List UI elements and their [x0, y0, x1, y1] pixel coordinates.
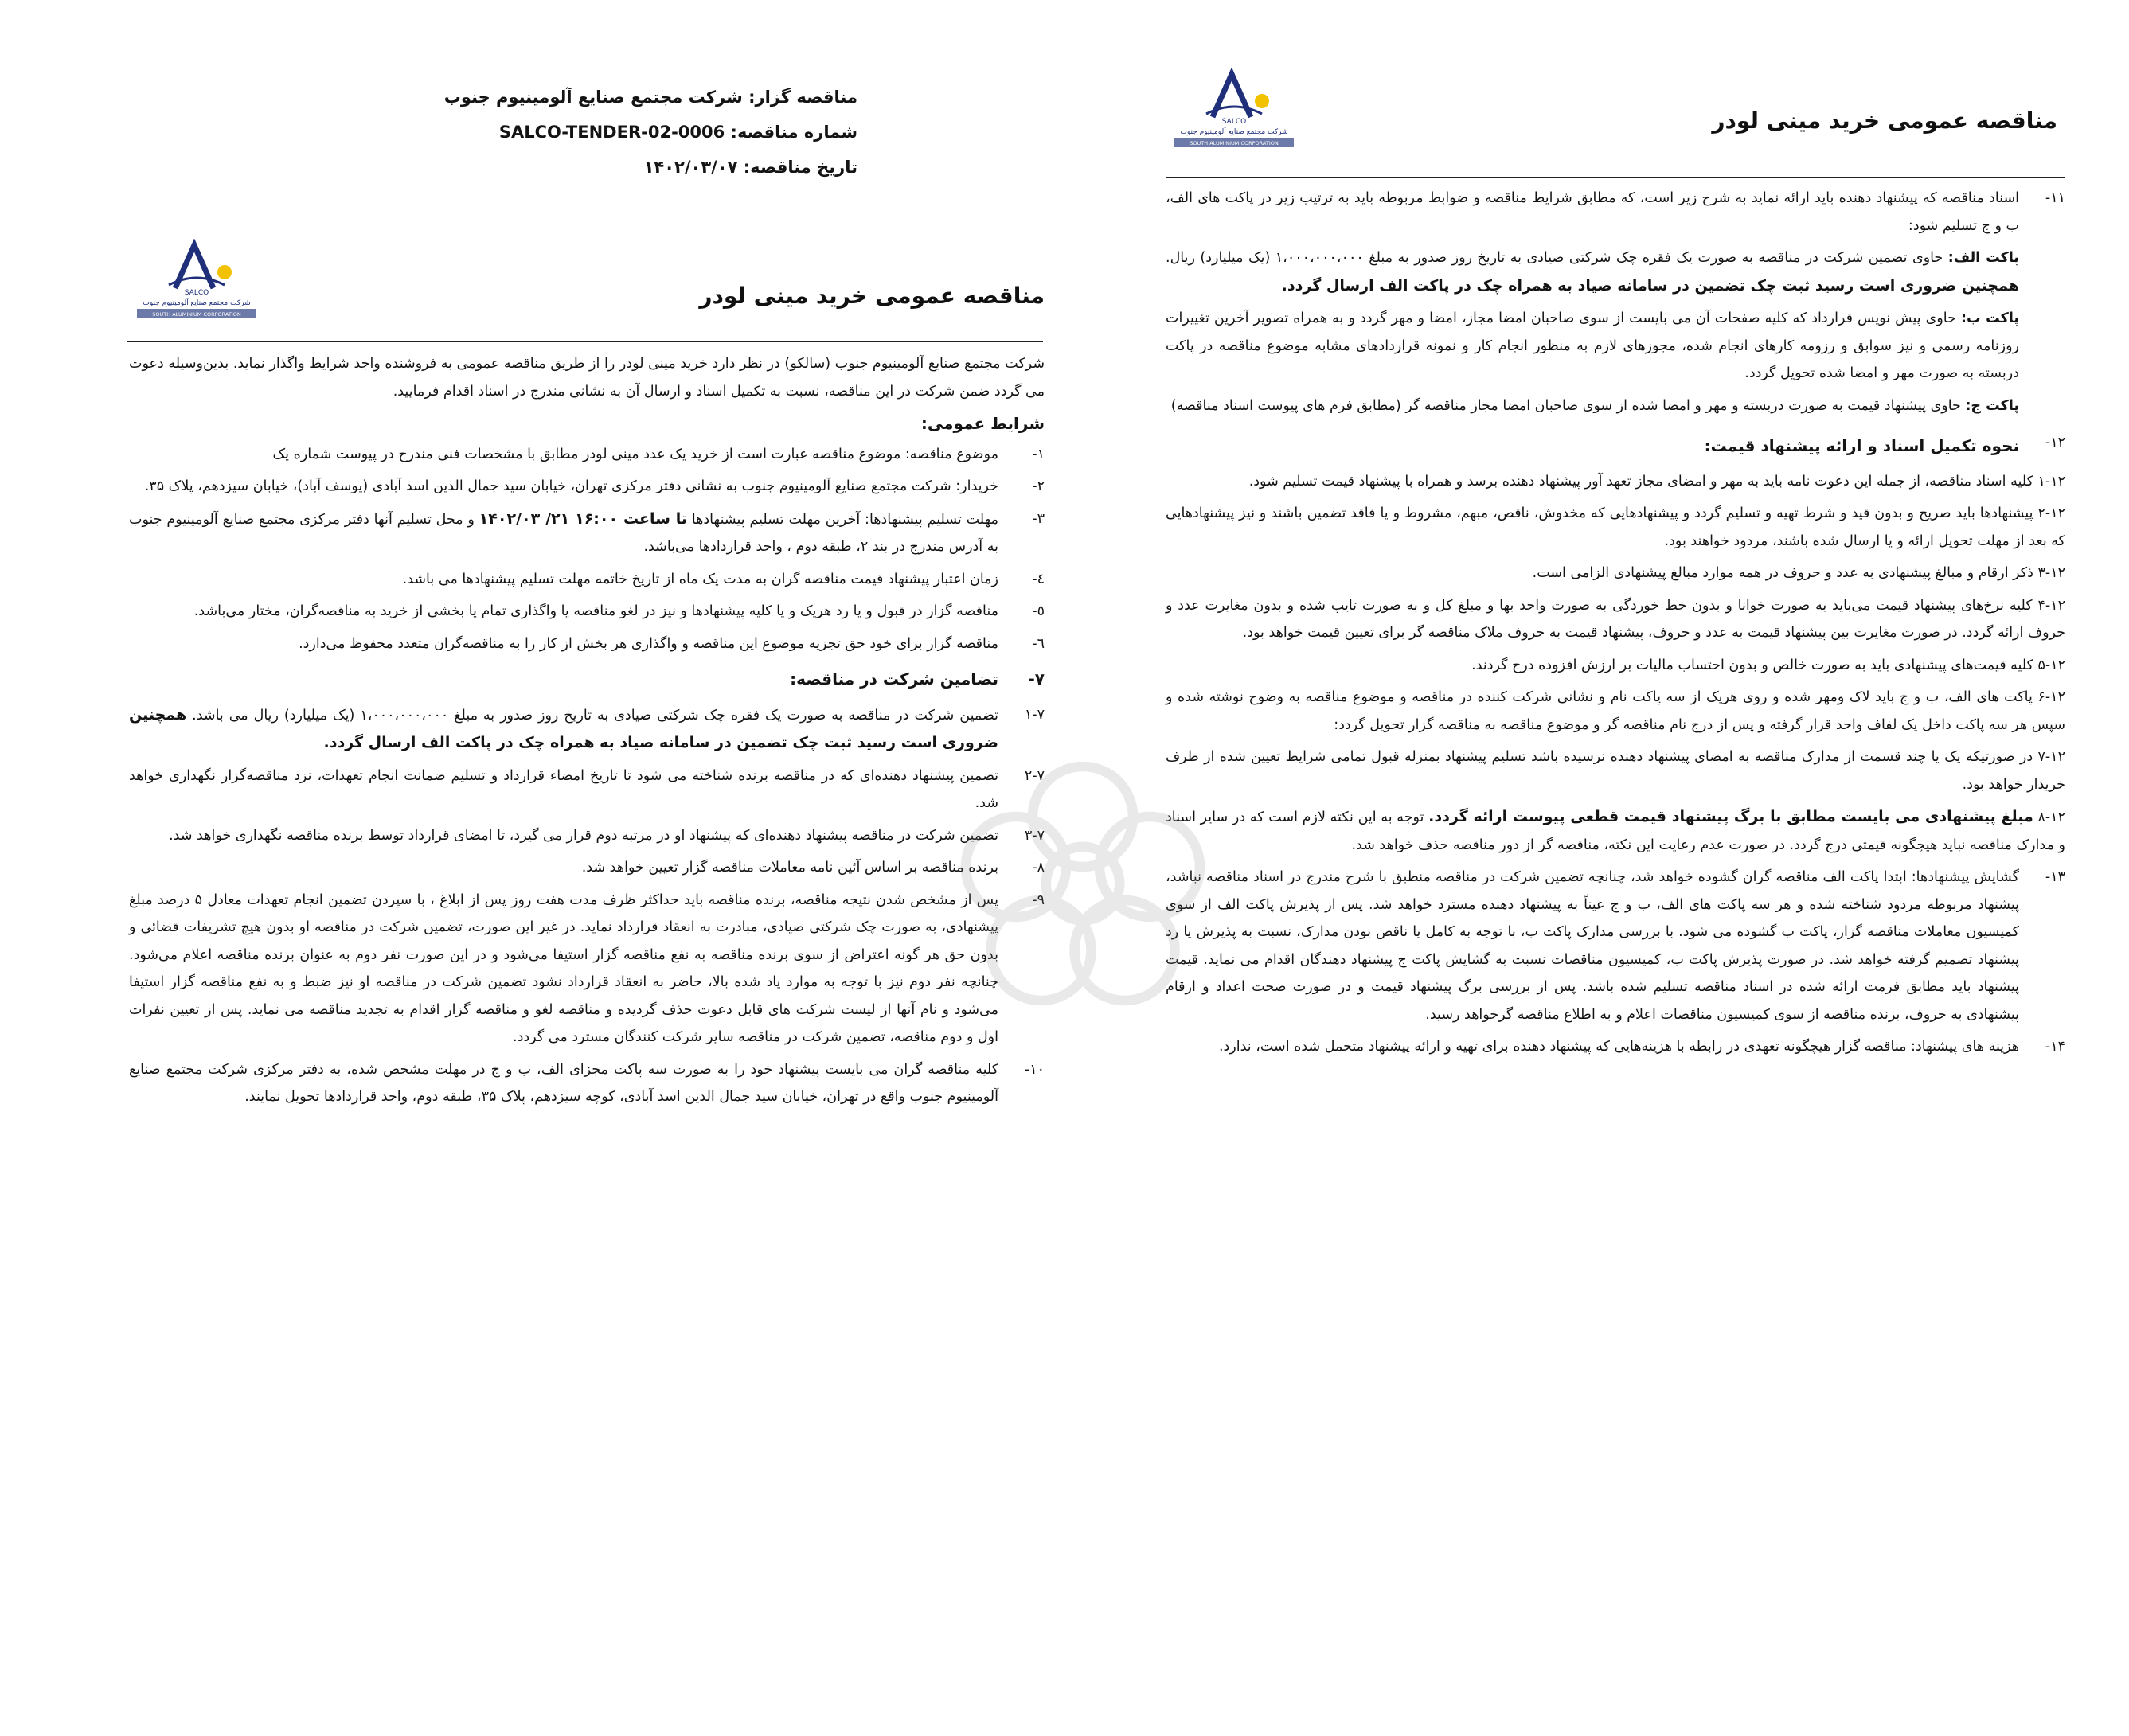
sub-text: پاکت های الف، ب و ج باید لاک ومهر شده و روی هریک از سه پاکت نام و نشانی شرکت کننده در مناقصه و موضوع مناقصه به وضوح نوشته شده و سپس هر سه پاکت داخل یک لفاف واحد قرار گرفته و پس از درج نام مناقصه گر و موضوع مناقصه به مناقصه گزار تحویل گردد:: [1166, 689, 2065, 733]
item-13-text: گشایش پیشنهادها: ابتدا پاکت الف مناقصه گران گشوده خواهد شد، چنانچه تضمین شرکت در مناقصه منطبق با شرح مندرج در اسناد مناقصه نباشد، پیشنهاد مربوطه مردود شناخته شده و هر سه پاکت های الف، ب و ج عیناً به پیشنهاد دهنده مسترد خواهد شد. پس از پذیرش پاکت الف از سوی کمیسیون معاملات مناقصه گزار، پاکت ب گشوده می شود. با بررسی مدارک پاکت ب، با توجه به کامل یا ناقص بودن مدارک، نسبت به پذیرش یا رد پیشنهاد تصمیم گرفته خواهد شد. در صورت پذیرش پاکت ب، کمیسیون مناقصات نسبت به گشایش پاکت ج پیشنهاد دهندگان اقدام می نماید. قیمت پیشنهاد باید مطابق فرمت ارائه شده در اسناد مناقصه تسلیم شده باشد. پس از بررسی برگ پیشنهاد قیمت و در صورت صحت اعداد و ارقام پیشنهادی به حروف، برنده مناقصه از سوی کمیسیون مناقصات اعلام و به اطلاع مناقصه گرخواهد رسید.: [1166, 869, 2019, 1023]
item-7: [129, 662, 1045, 696]
guarantee-heading: تضامین شرکت در مناقصه:: [790, 669, 998, 689]
item-9: [129, 887, 1045, 1051]
item-text: پس از مشخص شدن نتیجه مناقصه، برنده مناقصه باید حداکثر ظرف مدت هفت روز پس از ابلاغ ، با سپردن تضمین انجام تعهدات معادل ۵ درصد مبلغ پیشنهادی، به صورت چک شرکتی صیادی، مبادرت به انعقاد قرارداد نماید. در غیر این صورت، تضمین شرکت در مناقصه او بدون هیچ تشریفات قضائی و بدون حق هر گونه اعتراض از سوی برنده مناقصه به نفع مناقصه گزار استیفا می‌شود و در این صورت نفر دوم به عنوان برنده مناقصه اعلام می‌شود. چنانچه نفر دوم نیز با توجه به موارد یاد شده بالا، حاضر به انعقاد قرارداد نشود تضمین شرکت در مناقصه او نیز ضبط و به نفع مناقصه گزار استیفا می‌شود و نام آنها از لیست شرکت های قابل دعوت حذف گردیده و مناقصه لغو و مناقصه گزار اقدام به تجدید مناقصه می نماید. پس از تعیین نفرات اول و دوم مناقصه، تضمین شرکت در مناقصه سایر شرکت کنندگان مسترد می گردد.: [129, 891, 998, 1045]
sub-text: پیشنهادها باید صریح و بدون قید و شرط تهیه و تسلیم گردد و پیشنهادهایی که مخدوش، ناقص، مبهم، مشروط و یا فاقد تضمین باشند و نیز پیشنهادهایی که بعد از مهلت تحویل ارائه و یا ارسال شده باشند، مردود خواهند بود.: [1166, 505, 2065, 549]
sub-number: ۴-۱۲: [2037, 597, 2065, 614]
tender-date: تاریخ مناقصه: ۱۴۰۲/۰۳/۰۷: [643, 158, 857, 177]
sub-12-5: [1166, 652, 2065, 680]
right-header-rule: [1166, 177, 2065, 178]
packet-b-text: حاوی پیش نویس قرارداد که کلیه صفحات آن می بایست از سوی صاحبان امضا مجاز، امضا و مهر گردد و به همراه تصویر آخرین تغییرات روزنامه رسمی و نیز سوابق و رزومه کارهای انجام شده، مجوزهای لازم به منظور انجام کار و نمونه قراردادهای مشابه موضوع مناقصه در پاکت دربسته به صورت مهر و امضا شده تحویل گردد.: [1166, 310, 2019, 381]
tender-header: [444, 80, 857, 185]
sub-12-7: [1166, 743, 2065, 798]
item-number: ۱-۷: [1024, 706, 1045, 723]
left-header-rule: [127, 341, 1043, 342]
item-6: [129, 630, 1045, 658]
sub-number: ۵-۱۲: [2037, 657, 2065, 673]
item-3: [129, 505, 1045, 561]
item-number: ۳-: [1032, 510, 1045, 527]
item-14: [1166, 1033, 2065, 1061]
packet-c-text: حاوی پیشنهاد قیمت به صورت دربسته و مهر و امضا شده از سوی صاحبان امضا مجاز مناقصه گر (مطابق فرم های پیوست اسناد مناقصه): [1170, 397, 1966, 414]
packet-a-label: پاکت الف:: [1947, 250, 2019, 266]
right-page: [1064, 0, 2129, 1736]
sub-text: کلیه اسناد مناقصه، از جمله این دعوت نامه باید به مهر و امضای مجاز تعهد آور پیشنهاد دهنده برسد و همراه با پیشنهاد قیمت تسلیم شود.: [1248, 473, 2033, 490]
sub-number: ۷-۱۲: [2037, 749, 2065, 765]
item-number: ۱-: [1032, 446, 1045, 462]
sub-number: ۲-۱۲: [2037, 505, 2065, 521]
item-text: مهلت تسلیم پیشنهادها: آخرین مهلت تسلیم پیشنهادها: [687, 511, 998, 528]
item-7-3: [129, 822, 1045, 850]
tender-number: SALCO-TENDER-02-0006: [498, 123, 725, 142]
sub-text: توجه به این نکته لازم است که در سایر اسناد و مدارک مناقصه نباید هیچگونه قیمتی درج گردد. در صورت عدم رعایت این نکته، مناقصه گر از دور مناقصه حذف خواهد شد.: [1166, 809, 2065, 853]
tender-number-line: [444, 115, 857, 150]
item-number: ۱۲-: [2045, 435, 2065, 451]
tenderer-label: مناقصه گزار: شرکت مجتمع صنایع آلومینیوم جنوب: [443, 88, 857, 107]
item-4: [129, 566, 1045, 594]
item-12-heading: نحوه تکمیل اسناد و ارائه پیشنهاد قیمت:: [1704, 436, 2019, 455]
sub-12-3: [1166, 560, 2065, 587]
general-conditions-heading: شرایط عمومی:: [920, 414, 1045, 433]
right-column: [1166, 185, 2065, 1066]
item-10: [129, 1056, 1045, 1111]
item-number: ۱۴-: [2045, 1039, 2065, 1055]
sub-bold-text: مبلغ پیشنهادی می بایست مطابق با برگ پیشنهاد قیمت قطعی پیوست ارائه گردد.: [1428, 808, 2033, 825]
packet-c-label: پاکت ج:: [1965, 397, 2019, 414]
logo-name-fa: شرکت مجتمع صنایع آلومینیوم جنوب: [143, 299, 251, 307]
item-number: ۷-: [1028, 669, 1045, 689]
item-text: خریدار: شرکت مجتمع صنایع آلومینیوم جنوب به نشانی دفتر مرکزی تهران، خیابان سید جمال الدین اسد آبادی (یوسف آباد)، خیابان سیزدهم، پلاک ۳۵.: [144, 478, 998, 494]
packet-a-text: حاوی تضمین شرکت در مناقصه به صورت یک فقره چک شرکتی صیادی به تاریخ روز صدور به مبلغ ۱،۰۰۰،۰۰۰،۰۰۰ (یک میلیارد) ریال.: [1166, 250, 1948, 266]
item-text: تضمین شرکت در مناقصه به صورت یک فقره چک شرکتی صیادی به تاریخ روز صدور به مبلغ ۱،۰۰۰،۰۰۰،۰۰۰ (یک میلیارد) ریال می باشد.: [186, 707, 999, 724]
item-14-text: هزینه های پیشنهاد: مناقصه گزار هیچگونه تعهدی در رابطه با هزینه‌هایی که پیشنهاد دهنده برای تهیه و ارائه پیشنهاد متحمل شده است، ندارد.: [1218, 1039, 2019, 1055]
salco-logo-icon: [1174, 68, 1294, 147]
logo-name-en: SOUTH ALUMINIUM CORPORATION: [152, 311, 241, 318]
item-number: ٥-: [1032, 603, 1045, 619]
sub-number: ۸-۱۲: [2037, 809, 2065, 825]
item-7-2: [129, 763, 1045, 817]
logo-brand: SALCO: [1221, 118, 1247, 126]
left-page: [0, 0, 1064, 1736]
item-text: زمان اعتبار پیشنهاد قیمت مناقصه گران به مدت یک ماه از تاریخ خاتمه مهلت تسلیم پیشنهادها می باشد.: [402, 571, 998, 587]
item-11-text: اسناد مناقصه که پیشنهاد دهنده باید ارائه نماید به شرح زیر است، که مطابق شرایط مناقصه و ضوابط مربوطه باید به ترتیب زیر در پاکت های الف، ب و ج تسلیم شود:: [1166, 190, 2019, 234]
item-number: ۱۱-: [2045, 190, 2065, 206]
salco-logo-right: [1174, 68, 1294, 147]
item-text: و محل تسلیم آنها دفتر مرکزی مجتمع صنایع آلومینیوم جنوب به آدرس مندرج در بند ۲، طبقه دوم ، واحد قراردادها می‌باشد.: [129, 511, 998, 555]
item-text: مناقصه گزار در قبول و یا رد هریک و یا کلیه پیشنهادها و نیز در لغو مناقصه یا واگذاری تمام یا بخشی از خرید به مناقصه‌گران، مختار می‌باشد.: [193, 603, 998, 619]
sub-12-1: [1166, 468, 2065, 496]
item-text: موضوع مناقصه: موضوع مناقصه عبارت است از خرید یک عدد مینی لودر مطابق با مشخصات فنی مندرج در پیوست شماره یک: [272, 446, 998, 462]
packet-a: [1166, 244, 2019, 300]
sub-number: ۳-۱۲: [2037, 565, 2065, 581]
sub-12-4: [1166, 592, 2065, 647]
left-page-title: مناقصه عمومی خرید مینی لودر: [699, 283, 1045, 309]
item-text: تضمین شرکت در مناقصه پیشنهاد دهنده‌ای که پیشنهاد او در مرتبه دوم قرار می گیرد، تا امضای قرارداد توسط برنده مناقصه نگهداری خواهد شد.: [169, 827, 998, 844]
item-number: ۸-: [1032, 860, 1045, 876]
item-number: ۹-: [1032, 891, 1045, 908]
item-number: ٦-: [1032, 635, 1045, 652]
logo-name-en: SOUTH ALUMINIUM CORPORATION: [1190, 140, 1279, 146]
packet-b-label: پاکت ب:: [1960, 310, 2019, 326]
item-12: [1166, 429, 2065, 463]
salco-logo-left: [137, 239, 256, 318]
item-number: ۲-: [1032, 478, 1045, 494]
item-7-1: [129, 701, 1045, 758]
item-1: [129, 441, 1045, 469]
packet-b: [1166, 305, 2019, 388]
item-number: ۲-۷: [1024, 767, 1045, 784]
sub-text: کلیه نرخ‌های پیشنهاد قیمت می‌باید به صورت خوانا و بدون خط خوردگی به صورت واحد بها و مبلغ کل و به صورت تایپ شده و بدون مغایرت عدد و حروف ارائه گردد. در صورت مغایرت بین پیشنهاد قیمت به عدد و حروف، پیشنهاد قیمت به حروف ملاک مناقصه گر برای تعیین قیمت خواهد بود.: [1166, 597, 2065, 641]
sub-number: ۱-۱۲: [2037, 473, 2065, 490]
tender-number-label: شماره مناقصه:: [730, 123, 857, 142]
item-text: مناقصه گزار برای خود حق تجزیه موضوع این مناقصه و واگذاری هر بخش از کار را به مناقصه‌گران متعدد محفوظ می‌دارد.: [299, 635, 998, 652]
logo-brand: SALCO: [184, 289, 209, 297]
sub-12-2: [1166, 500, 2065, 555]
sub-12-6: [1166, 684, 2065, 739]
packet-a-bold: همچنین ضروری است رسید ثبت چک تضمین در سامانه صیاد به همراه چک در پاکت الف ارسال گردد.: [1281, 276, 2019, 295]
sub-text: کلیه قیمت‌های پیشنهادی باید به صورت خالص و بدون احتساب مالیات بر ارزش افزوده درج گردند.: [1471, 657, 2033, 673]
logo-name-fa: شرکت مجتمع صنایع آلومینیوم جنوب: [1180, 128, 1288, 136]
sub-12-8: [1166, 803, 2065, 859]
sub-number: ۶-۱۲: [2037, 689, 2065, 705]
guarantee-bold: همچنین ضروری است رسید ثبت چک تضمین در سامانه صیاد به همراه چک در پاکت الف ارسال گردد.: [129, 705, 998, 751]
item-5: [129, 598, 1045, 626]
sub-text: ذکر ارقام و مبالغ پیشنهادی به عدد و حروف در همه موارد مبالغ پیشنهادی الزامی است.: [1532, 565, 2033, 581]
packet-c: [1166, 392, 2019, 420]
item-text: کلیه مناقصه گران می بایست پیشنهاد خود را به صورت سه پاکت مجزای الف، ب و ج در مهلت مشخص شده، به دفتر مرکزی شرکت مجتمع صنایع آلومینیوم جنوب واقع در تهران، خیابان سید جمال الدین اسد آبادی، کوچه سیزدهم، پلاک ۳۵، طبقه دوم، واحد قراردادها تحویل نمایند.: [129, 1061, 998, 1105]
left-column: [129, 350, 1045, 1116]
deadline-bold: تا ساعت ۱۶:۰۰ ۲۱/ ۱۴۰۲/۰۳: [479, 509, 688, 528]
sub-text: در صورتیکه یک یا چند قسمت از مدارک مناقصه به امضای پیشنهاد دهنده نرسیده باشد تسلیم پیشنهاد بمنزله قبول تمامی شرایط تعیین شده از طرف خریدار خواهد بود.: [1166, 749, 2065, 793]
item-number: ٤-: [1032, 571, 1045, 587]
item-8: [129, 854, 1045, 882]
item-text: برنده مناقصه بر اساس آئین نامه معاملات مناقصه گزار تعیین خواهد شد.: [581, 860, 998, 876]
item-13: [1166, 864, 2065, 1028]
item-number: ۱۰-: [1024, 1061, 1045, 1078]
item-2: [129, 473, 1045, 501]
salco-logo-icon: [137, 239, 256, 318]
item-11: [1166, 185, 2065, 424]
right-page-title: مناقصه عمومی خرید مینی لودر: [1712, 107, 2057, 134]
item-number: ۳-۷: [1024, 827, 1045, 844]
intro-paragraph: شرکت مجتمع صنایع آلومینیوم جنوب (سالکو) در نظر دارد خرید مینی لودر را از طریق مناقصه عمومی به فروشنده واجد شرایط واگذار نماید. بدین‌وسیله دعوت می گردد ضمن شرکت در این مناقصه، نسبت به تکمیل اسناد و ارسال آن به نشانی مندرج در اسناد اقدام فرمایید.: [129, 356, 1045, 400]
item-text: تضمین پیشنهاد دهنده‌ای که در مناقصه برنده شناخته می شود تا تاریخ امضاء قرارداد و تسلیم ضمانت انجام تعهدات، نزد مناقصه‌گزار نگهداری خواهد شد.: [129, 767, 998, 811]
item-number: ۱۳-: [2045, 869, 2065, 885]
